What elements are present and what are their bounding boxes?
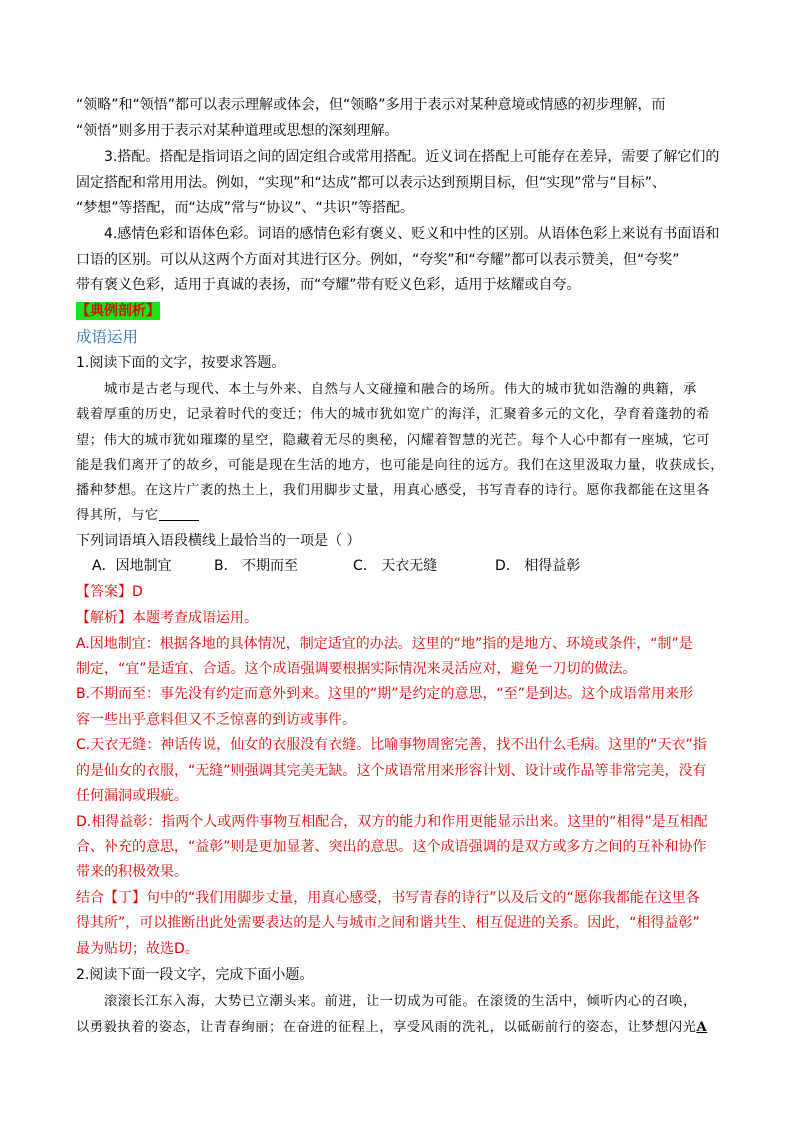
analysis-text: A.因地制宜：根据各地的具体情况，制定适宜的办法。这里的“地”指的是地方、环境或条件，“制”是 (76, 636, 693, 652)
option-c: C． 天衣无缝 (353, 558, 438, 574)
passage-line: 能是我们离开了的故乡，可能是现在生活的地方，也可能是向往的远方。我们在这里汲取力量，收获成长， (76, 458, 725, 473)
passage-line: 播种梦想。在这片广袤的热土上，我们用脚步丈量，用真心感受，书写青春的诗行。愿你我都能在这里各 (76, 483, 711, 498)
analysis-text: 带来的积极效果。 (76, 864, 188, 880)
question-prompt: 下列词语填入语段横线上最恰当的一项是（ ） (76, 533, 361, 549)
passage-line: 城市是古老与现代、本土与外来、自然与人文碰撞和融合的场所。伟大的城市犹如浩瀚的典籍，承 (104, 382, 697, 397)
analysis-text: B.不期而至：事先没有约定而意外到来。这里的“期”是约定的意思，“至”是到达。这个成语常用来形 (76, 686, 694, 702)
analysis-line (76, 608, 736, 628)
option-a: A．因地制宜 (92, 558, 172, 574)
text-line: “梦想”等搭配，而“达成”常与“协议”、“共识”等搭配。 (76, 200, 415, 216)
section-tag: 【典例剖析】 (76, 303, 160, 319)
passage-line (76, 506, 736, 526)
passage-text: 得其所，与它 (76, 508, 159, 523)
blank-label: A (696, 1020, 708, 1035)
analysis-text: 容一些出乎意料但又不乏惊喜的到访或事件。 (76, 712, 356, 728)
text-line: “领略”和“领悟”都可以表示理解或体会，但“领略”多用于表示对某种意境或情感的初步理解，而 (76, 97, 666, 113)
option-d: D． 相得益彰 (495, 558, 581, 574)
passage-line: 载着厚重的历史，记录着时代的变迁；伟大的城市犹如宽广的海洋，汇聚着多元的文化，孕育着蓬勃的希 (76, 407, 711, 422)
passage-text: 以勇毅执着的姿态，让青春绚丽；在奋进的征程上，享受风雨的洗礼，以砥砺前行的姿态，让梦想闪光 (76, 1020, 697, 1035)
question-stem: 2.阅读下面一段文字，完成下面小题。 (76, 967, 314, 983)
question-stem: 1.阅读下面的文字，按要求答题。 (76, 355, 286, 371)
option-b: B． 不期而至 (214, 558, 299, 574)
analysis-text: 合、补充的意思，“益彰”则是更加显著、突出的意思。这个成语强调的是双方或多方之间的互补和协作 (76, 839, 707, 855)
fill-blank (159, 506, 199, 521)
analysis-text: 最为贴切；故选D。 (76, 941, 199, 957)
analysis-text: 的是仙女的衣服，“无缝”则强调其完美无缺。这个成语常用来形容计划、设计或作品等非常完美，没有 (76, 763, 707, 779)
answer-tag: 【答案】 (76, 584, 132, 600)
text-line: 3.搭配。搭配是指词语之间的固定组合或常用搭配。近义词在搭配上可能存在差异，需要了解它们的 (104, 149, 720, 165)
analysis-text: C.天衣无缝：神话传说，仙女的衣服没有衣缝。比喻事物周密完善，找不出什么毛病。这里的“天衣”指 (76, 737, 707, 753)
passage-line: 滚滚长江东入海，大势已立潮头来。前进，让一切成为可能。在滚烫的生活中，倾听内心的召唤， (104, 994, 697, 1009)
section-heading: 成语运用 (76, 328, 139, 346)
analysis-text: 任何漏洞或瑕疵。 (76, 788, 188, 804)
text-line: 固定搭配和常用用法。例如，“实现”和“达成”都可以表示达到预期目标，但“实现”常与“目标”、 (76, 175, 667, 191)
analysis-text: D.相得益彰：指两个人或两件事物互相配合，双方的能力和作用更能显示出来。这里的“相得”是互相配 (76, 814, 708, 830)
answer-value: D (132, 584, 143, 600)
passage-line (76, 1018, 736, 1038)
analysis-text: 制定，“宜”是适宜、合适。这个成语强调要根据实际情况来灵活应对，避免一刀切的做法。 (76, 661, 637, 677)
analysis-text: 得其所”，可以推断出此处需要表达的是人与城市之间和谐共生、相互促进的关系。因此，“相得益彰” (76, 915, 700, 931)
answer-line (76, 582, 736, 602)
text-line: 口语的区别。可以从这两个方面对其进行区分。例如，“夸奖”和“夸耀”都可以表示赞美，但“夸奖” (76, 252, 680, 268)
analysis-tag: 【解析】 (76, 610, 132, 626)
analysis-text: 结合【丁】句中的“我们用脚步丈量，用真心感受，书写青春的诗行”以及后文的“愿你我都能在这里各 (76, 890, 700, 906)
text-line: 带有褒义色彩，适用于真诚的表扬，而“夸耀”带有贬义色彩，适用于炫耀或自夸。 (76, 277, 581, 293)
analysis-intro: 本题考查成语运用。 (132, 610, 258, 626)
text-line: 4.感情色彩和语体色彩。词语的感情色彩有褒义、贬义和中性的区别。从语体色彩上来说有书面语和 (104, 226, 720, 242)
text-line: “领悟”则多用于表示对某种道理或思想的深刻理解。 (76, 123, 399, 139)
passage-line: 望；伟大的城市犹如璀璨的星空，隐藏着无尽的奥秘，闪耀着智慧的光芒。每个人心中都有一座城，它可 (76, 433, 711, 448)
